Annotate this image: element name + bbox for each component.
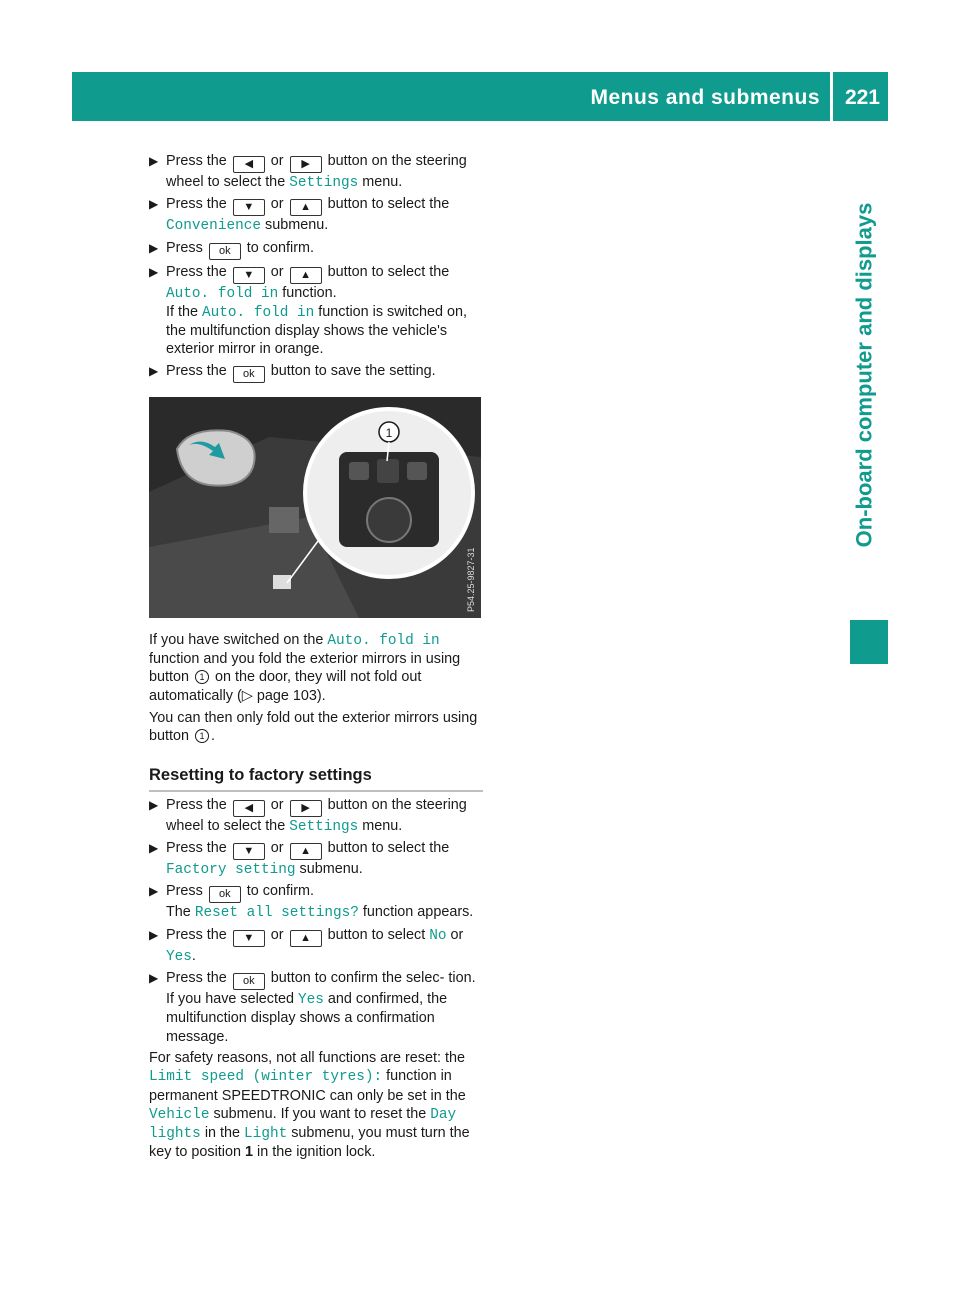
step-press-ok: ▶ Press ok to confirm. — [149, 239, 483, 260]
display-text: Day lights — [149, 1106, 457, 1143]
up-key-icon: ▲ — [290, 267, 322, 284]
ok-key-icon: ok — [233, 366, 265, 383]
header-title: Menus and submenus — [590, 86, 820, 109]
up-key-icon: ▲ — [290, 843, 322, 860]
left-key-icon: ◀ — [233, 800, 265, 817]
key-position: 1 — [245, 1144, 254, 1161]
ok-key-icon: ok — [209, 243, 241, 260]
step-arrow-icon: ▶ — [149, 264, 159, 279]
step-arrow-icon: ▶ — [149, 154, 159, 168]
page-number: 221 — [844, 86, 880, 109]
page-header — [72, 72, 888, 121]
step-select-auto-fold: ▶ Press the ▼ or ▲ button to select the Auto. fold in function. If the Auto. fold in function is switched on, the multifunction display shows the vehicle's exterior mirror in orange. — [149, 263, 468, 358]
step-press-ok-reset: ▶ Press ok to confirm. The Reset all settings? function appears. — [149, 883, 474, 922]
display-text: Convenience — [166, 218, 261, 235]
display-text: Auto. fold in — [166, 285, 279, 302]
display-text: Reset all settings? — [194, 905, 359, 922]
display-text: No — [429, 927, 447, 944]
display-text: Yes — [298, 992, 324, 1009]
figure-code: P54.25-9827-31 — [466, 547, 476, 612]
side-chapter-text: On-board computer and displays — [851, 202, 876, 548]
display-text: Vehicle — [149, 1106, 210, 1123]
up-key-icon: ▲ — [290, 930, 322, 947]
step-select-settings-menu: ▶ Press the ◀ or ▶ button on the steering wheel to select the Settings menu. — [149, 153, 467, 191]
side-chapter-block — [850, 620, 888, 664]
display-text: Settings — [289, 818, 359, 835]
left-key-icon: ◀ — [233, 156, 265, 173]
paragraph-fold-out-note: You can then only fold out the exterior mirrors using button 1 . — [149, 709, 478, 745]
down-key-icon: ▼ — [233, 199, 265, 216]
down-key-icon: ▼ — [233, 843, 265, 860]
step-select-settings-menu: ▶ Press the ◀ or ▶ button on the steering wheel to select the Settings menu. — [149, 796, 467, 835]
paragraph-safety-note: For safety reasons, not all functions are reset: the Limit speed (winter tyres): function in permanent SPEEDTRONIC can only be set in the Vehicle submenu. If you want to reset the Day lights in the Light submenu, you must turn the key to position 1 in the ignition lock. — [149, 1049, 470, 1161]
button-1-marker: 1 — [195, 729, 209, 743]
page-ref-arrow-icon: ▷ — [241, 687, 253, 704]
display-text: Light — [244, 1126, 288, 1143]
display-text: Factory setting — [166, 862, 296, 879]
door-mirror-switch-figure — [149, 397, 481, 618]
display-text: Auto. fold in — [327, 632, 440, 649]
step-arrow-icon: ▶ — [149, 240, 159, 255]
step-arrow-icon: ▶ — [149, 927, 159, 942]
down-key-icon: ▼ — [233, 930, 265, 947]
button-1-marker: 1 — [195, 670, 209, 684]
step-arrow-icon: ▶ — [149, 971, 159, 986]
section-heading: Resetting to factory settings — [149, 766, 483, 792]
ok-key-icon: ok — [233, 973, 265, 990]
side-chapter-label — [840, 140, 888, 610]
display-text: Settings — [289, 175, 359, 191]
step-arrow-icon: ▶ — [149, 197, 159, 212]
step-arrow-icon: ▶ — [149, 884, 159, 899]
step-arrow-icon: ▶ — [149, 841, 159, 856]
display-text: Yes — [166, 948, 192, 965]
step-select-convenience: ▶ Press the ▼ or ▲ button to select the Convenience submenu. — [149, 196, 450, 235]
display-text: Auto. fold in — [202, 304, 315, 321]
step-select-factory-setting: ▶ Press the ▼ or ▲ button to select the Factory setting submenu. — [149, 840, 450, 879]
step-confirm-selection: ▶ Press the ok button to confirm the selec- tion. If you have selected Yes and confirmed, the multifunction display shows a confirmation message. — [149, 970, 476, 1045]
figure-callout-1: 1 — [385, 425, 393, 440]
paragraph-auto-fold-note: If you have switched on the Auto. fold in function and you fold the exterior mirrors in using button 1 on the door, they will not fold out automatically (▷ page 103). — [149, 631, 461, 704]
display-text: Limit speed (winter tyres): — [149, 1069, 383, 1086]
step-arrow-icon: ▶ — [149, 797, 159, 812]
step-select-no-yes: ▶ Press the ▼ or ▲ button to select No or Yes. — [149, 926, 464, 965]
right-key-icon: ▶ — [290, 156, 322, 173]
right-key-icon: ▶ — [290, 800, 322, 817]
header-divider — [830, 72, 833, 121]
step-arrow-icon: ▶ — [149, 363, 159, 378]
ok-key-icon: ok — [209, 886, 241, 903]
up-key-icon: ▲ — [290, 199, 322, 216]
down-key-icon: ▼ — [233, 267, 265, 284]
step-save-setting: ▶ Press the ok button to save the setting. — [149, 362, 483, 383]
main-column — [149, 152, 483, 1166]
